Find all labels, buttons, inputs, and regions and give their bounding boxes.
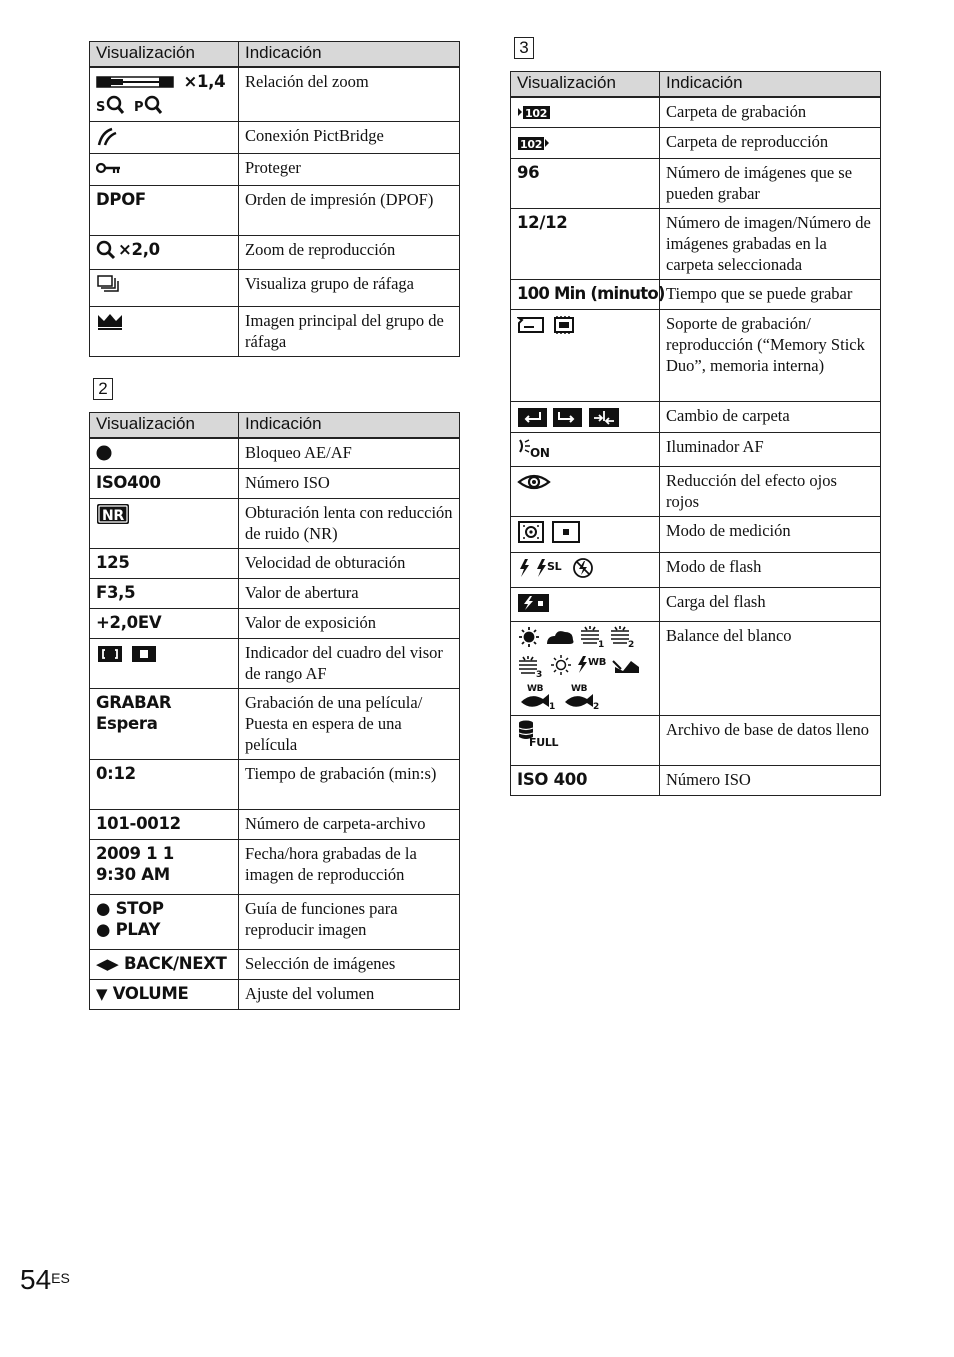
table-row: Cambio de carpeta	[511, 402, 881, 433]
page-number: $54^{ES}$	[20, 1264, 70, 1295]
svg-text:SL: SL	[547, 560, 562, 573]
table-row: 0:12 Tiempo de grabación (min:s)	[90, 760, 460, 810]
svg-text:1: 1	[549, 702, 555, 711]
table-row: ×2,0 Zoom de reproducción	[90, 235, 460, 269]
svg-text:P: P	[134, 100, 144, 115]
database-full-icon	[517, 719, 561, 747]
table-row: Indicador del cuadro del visor de rango AF	[90, 639, 460, 689]
nr-icon	[96, 503, 130, 525]
dot-icon: ●	[96, 920, 111, 939]
white-balance-icon	[517, 625, 653, 711]
magnifier-icon	[96, 95, 174, 115]
header-indication: Indicación	[239, 42, 460, 67]
red-eye-icon	[517, 471, 551, 493]
table-row: Soporte de grabación/ reproducción (“Memory Stick Duo”, memoria interna)	[511, 310, 881, 402]
table-row: Proteger	[90, 153, 460, 185]
table-row: 125 Velocidad de obturación	[90, 549, 460, 579]
table-row: Carga del flash	[511, 588, 881, 622]
table-row: 12/12 Número de imagen/Número de imágenes grabadas en la carpeta seleccionada	[511, 209, 881, 280]
af-illuminator-icon	[517, 437, 557, 459]
table-row: Conexión PictBridge	[90, 121, 460, 153]
flash-mode-icon	[517, 556, 597, 580]
header-indication: Indicación	[660, 72, 881, 97]
svg-text:ON: ON	[530, 445, 550, 459]
dot-icon	[96, 444, 114, 462]
table-1	[89, 41, 460, 357]
left-right-arrows-icon: ◀▶	[96, 955, 119, 973]
flash-charge-icon	[517, 592, 551, 614]
svg-text:NR: NR	[102, 507, 124, 524]
svg-text:FULL: FULL	[529, 736, 559, 747]
svg-text:2: 2	[593, 702, 599, 711]
table-row: 102 Carpeta de grabación	[511, 97, 881, 128]
protect-key-icon	[96, 161, 122, 175]
svg-text:S: S	[96, 100, 106, 115]
svg-text:WB: WB	[588, 657, 607, 668]
magnifier-icon	[96, 240, 118, 260]
table-row: 100 Min (minuto) Tiempo que se puede grabar	[511, 280, 881, 310]
af-frame-icon	[96, 644, 160, 664]
table-row: Bloqueo AE/AF	[90, 438, 460, 469]
zoom-scale-icon	[96, 75, 174, 89]
burst-group-icon	[96, 274, 120, 294]
table-row: ▼ VOLUME Ajuste del volumen	[90, 980, 460, 1010]
svg-text:WB: WB	[527, 684, 544, 694]
table-row: DPOF Orden de impresión (DPOF)	[90, 185, 460, 235]
table-row: 101-0012 Número de carpeta-archivo	[90, 810, 460, 840]
folder-change-icon	[517, 406, 621, 428]
table-row: 96 Número de imágenes que se pueden grabar	[511, 159, 881, 209]
down-arrow-icon: ▼	[96, 985, 108, 1003]
table-row: GRABAR Espera Grabación de una película/ Puesta en espera de una película	[90, 689, 460, 760]
svg-text:1: 1	[598, 640, 604, 650]
svg-text:WB: WB	[571, 684, 588, 694]
table-row: 1 2 3 WB WB 1 WB 2 Balance del blanco	[511, 622, 881, 716]
rec-folder-icon	[517, 103, 551, 121]
table-row: Reducción del efecto ojos rojos	[511, 467, 881, 517]
table-row: 2009 1 1 9:30 AM Fecha/hora grabadas de la imagen de reproducción	[90, 840, 460, 895]
play-folder-icon	[517, 134, 551, 152]
svg-text:2: 2	[628, 640, 634, 650]
dot-icon: ●	[96, 899, 111, 918]
section-2-marker: 2	[93, 378, 113, 400]
table-3	[510, 71, 881, 796]
table-row: NR Obturación lenta con reducción de ruido (NR)	[90, 499, 460, 549]
header-display: Visualización	[90, 42, 239, 67]
table-row: SL Modo de flash	[511, 553, 881, 588]
table-row: +2,0EV Valor de exposición	[90, 609, 460, 639]
table-row: 102 Carpeta de reproducción	[511, 128, 881, 159]
table-row: Modo de medición	[511, 517, 881, 553]
table-row: ◀▶ BACK/NEXT Selección de imágenes	[90, 950, 460, 980]
table-row: ×1,4 S P Relación del zoom	[90, 67, 460, 122]
header-indication: Indicación	[239, 413, 460, 438]
table-row: ISO 400 Número ISO	[511, 766, 881, 796]
pictbridge-icon	[96, 126, 120, 146]
table-row: ISO400 Número ISO	[90, 469, 460, 499]
metering-icon	[517, 520, 581, 544]
table-row: F3,5 Valor de abertura	[90, 579, 460, 609]
crown-icon	[96, 311, 124, 331]
svg-text:3: 3	[536, 670, 542, 680]
table-row: ● STOP ● PLAY Guía de funciones para reproducir imagen	[90, 895, 460, 950]
header-display: Visualización	[511, 72, 660, 97]
svg-text:102: 102	[520, 137, 543, 151]
section-3-marker: 3	[514, 37, 534, 59]
svg-text:102: 102	[525, 107, 548, 120]
table-row: Visualiza grupo de ráfaga	[90, 269, 460, 306]
table-row: ON Iluminador AF	[511, 433, 881, 467]
table-row: Imagen principal del grupo de ráfaga	[90, 306, 460, 356]
table-2	[89, 412, 460, 1010]
table-row: FULL Archivo de base de datos lleno	[511, 716, 881, 766]
media-icon	[517, 314, 577, 336]
header-display: Visualización	[90, 413, 239, 438]
